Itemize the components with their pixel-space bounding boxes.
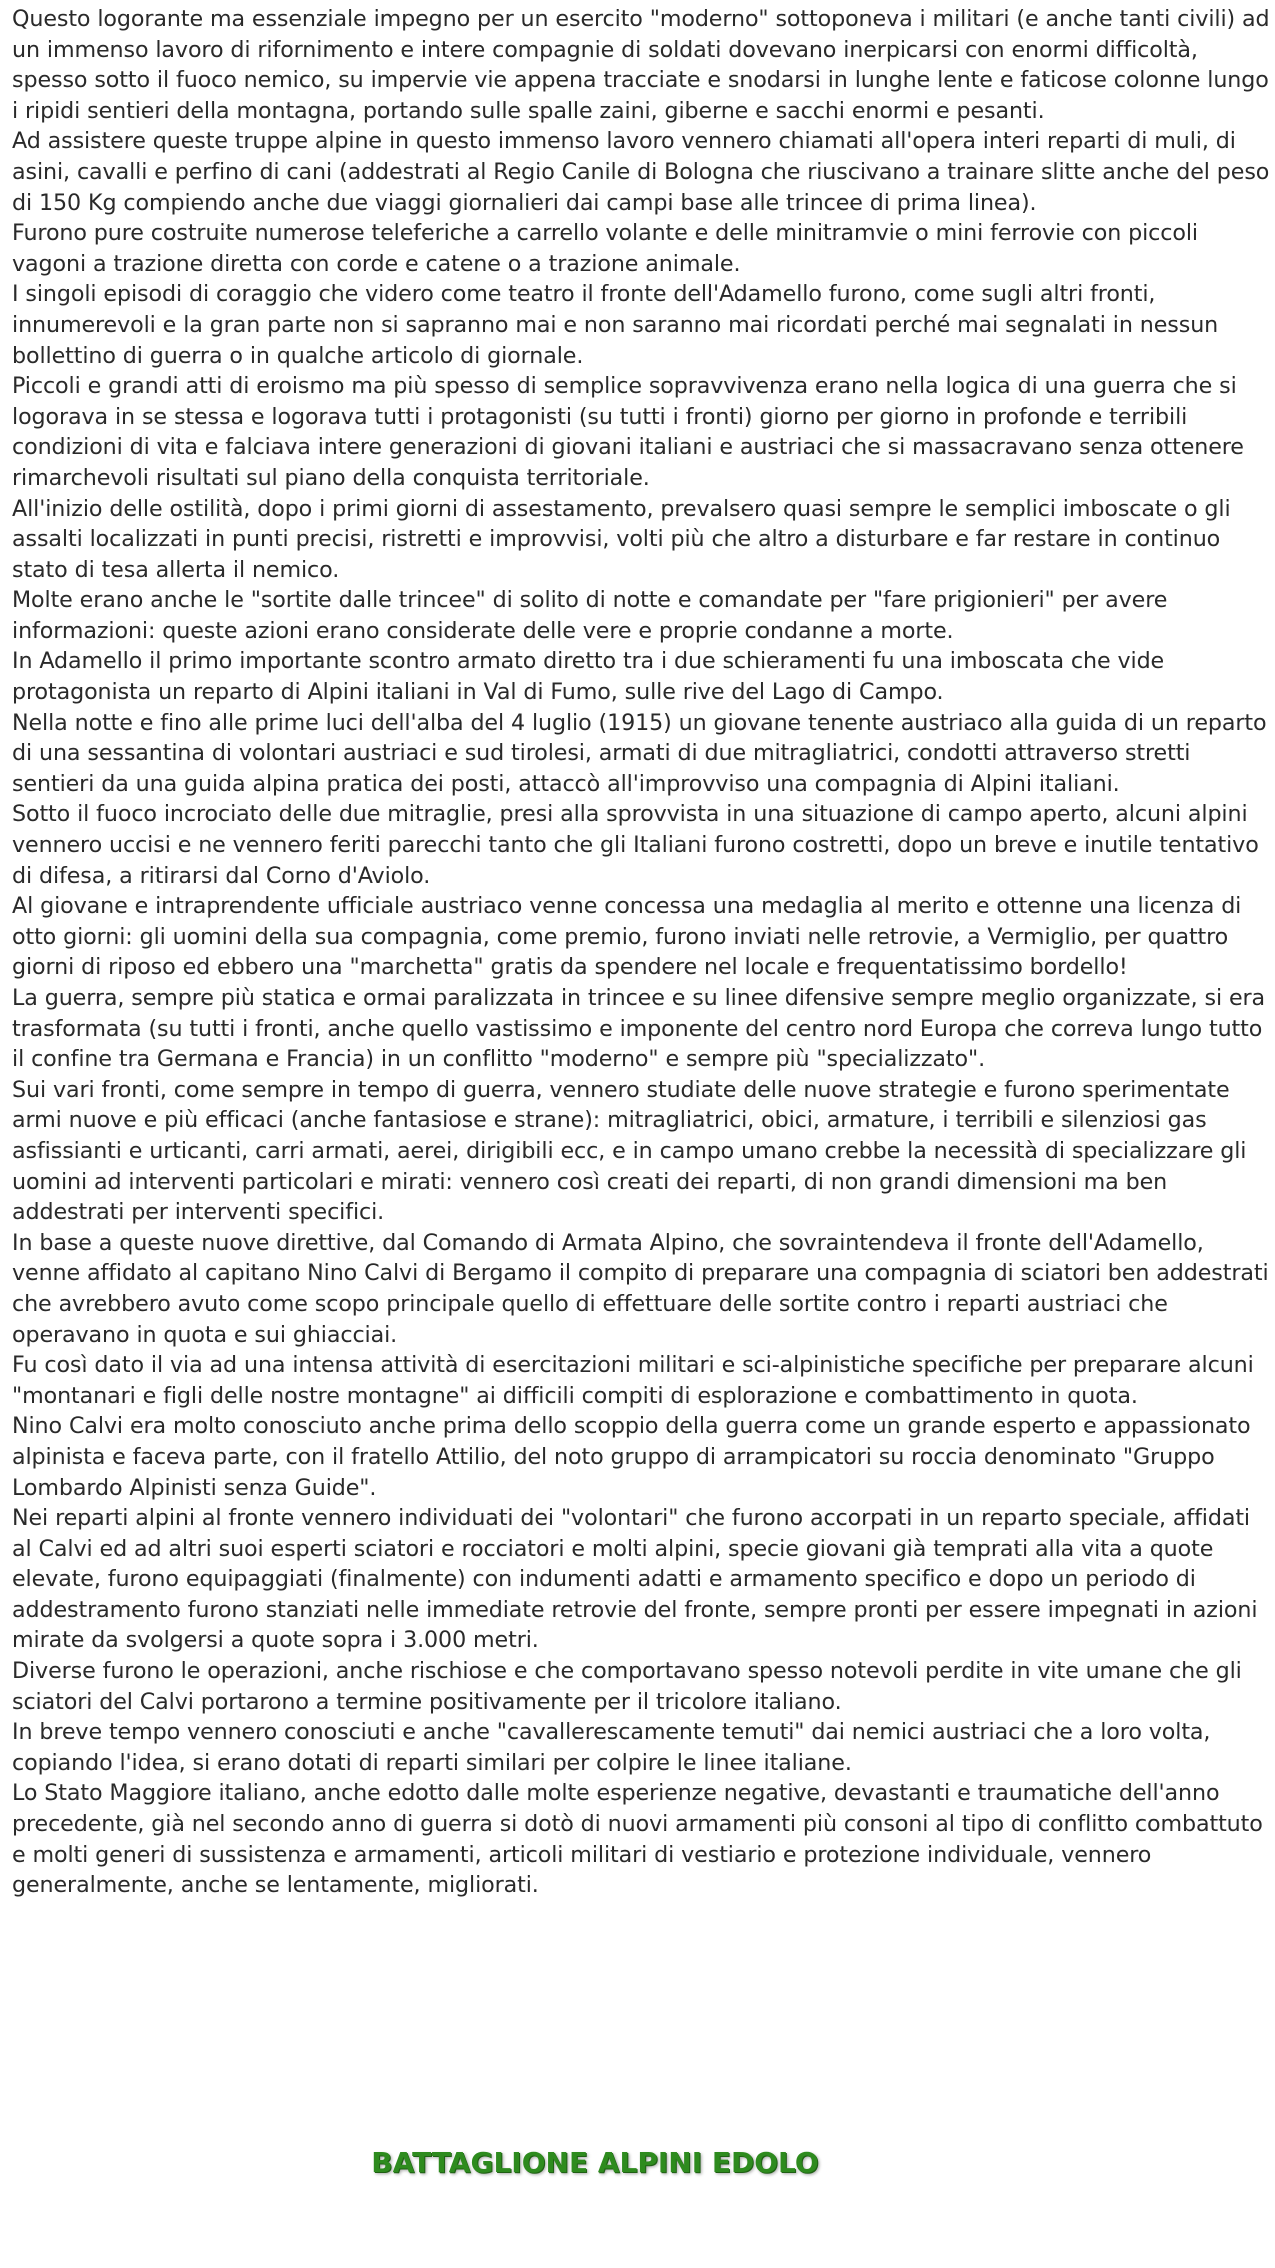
paragraph: In base a queste nuove direttive, dal Comando di Armata Alpino, che sovraintendeva il fronte dell'Adamello, venne affidato al capitano Nino Calvi di Bergamo il compito di preparare una compagnia di sciatori ben addestrati che avrebbero avuto come scopo principale quello di effettuare delle sortite contro i reparti austriaci che operavano in quota e sui ghiacciai. [12, 1229, 1269, 1348]
paragraph: All'inizio delle ostilità, dopo i primi giorni di assestamento, prevalsero quasi sempre le semplici imboscate o gli assalti localizzati in punti precisi, ristretti e improvvisi, volti più che altro a disturbare e far restare in continuo stato di tesa allerta il nemico. [12, 495, 1231, 583]
paragraph: Piccoli e grandi atti di eroismo ma più spesso di semplice sopravvivenza erano nella logica di una guerra che si logorava in se stessa e logorava tutti i protagonisti (su tutti i fronti) giorno per giorno in profonde e terribili condizioni di vita e falciava intere generazioni di giovani italiani e austriaci che si massacravano senza ottenere rimarchevoli risultati sul piano della conquista territoriale. [12, 373, 1244, 491]
paragraph: Nei reparti alpini al fronte vennero individuati dei "volontari" che furono accorpati in un reparto speciale, affidati al Calvi ed ad altri suoi esperti sciatori e rocciatori e molti alpini, specie giovani già temprati alla vita a quote elevate, furono equipaggiati (finalmente) con indumenti adatti e armamento specifico e dopo un periodo di addestramento furono stanziati nelle immediate retrovie del fronte, sempre pronti per essere impegnati in azioni mirate da svolgersi a quote sopra i 3.000 metri. [12, 1505, 1258, 1654]
paragraph: Molte erano anche le "sortite dalle trincee" di solito di notte e comandate per "fare prigionieri" per avere informazioni: queste azioni erano considerate delle vere e proprie condanne a morte. [12, 587, 1168, 644]
paragraph: Nino Calvi era molto conosciuto anche prima dello scoppio della guerra come un grande esperto e appassionato alpinista e faceva parte, con il fratello Attilio, del noto gruppo di arrampicatori su roccia denominato "Gruppo Lombardo Alpinisti senza Guide". [12, 1413, 1251, 1501]
paragraph: Furono pure costruite numerose teleferiche a carrello volante e delle minitramvie o mini ferrovie con piccoli vagoni a trazione diretta con corde e catene o a trazione animale. [12, 220, 1198, 277]
article-body [12, 4, 1270, 1901]
paragraph: Diverse furono le operazioni, anche rischiose e che comportavano spesso notevoli perdite in vite umane che gli sciatori del Calvi portarono a termine positivamente per il tricolore italiano. [12, 1658, 1242, 1715]
paragraph: Lo Stato Maggiore italiano, anche edotto dalle molte esperienze negative, devastanti e traumatiche dell'anno precedente, già nel secondo anno di guerra si dotò di nuovi armamenti più consoni al tipo di conflitto combattuto e molti generi di sussistenza e armamenti, articoli militari di vestiario e protezione individuale, vennero generalmente, anche se lentamente, migliorati. [12, 1780, 1263, 1899]
paragraph: I singoli episodi di coraggio che videro come teatro il fronte dell'Adamello furono, come sugli altri fronti, innumerevoli e la gran parte non si sapranno mai e non saranno mai ricordati perché mai segnalati in nessun bollettino di guerra o in qualche articolo di giornale. [12, 281, 1219, 369]
paragraph: Questo logorante ma essenziale impegno per un esercito "moderno" sottoponeva i militari (e anche tanti civili) ad un immenso lavoro di rifornimento e intere compagnie di soldati dovevano inerpicarsi con enormi difficoltà, spesso sotto il fuoco nemico, su impervie vie appena tracciate e snodarsi in lunghe lente e faticose colonne lungo i ripidi sentieri della montagna, portando sulle spalle zaini, giberne e sacchi enormi e pesanti. [12, 6, 1270, 124]
paragraph: In breve tempo vennero conosciuti e anche "cavallerescamente temuti" dai nemici austriaci che a loro volta, copiando l'idea, si erano dotati di reparti similari per colpire le linee italiane. [12, 1719, 1211, 1776]
paragraph: Sui vari fronti, come sempre in tempo di guerra, vennero studiate delle nuove strategie e furono sperimentate armi nuove e più efficaci (anche fantasiose e strane): mitragliatrici, obici, armature, i terribili e silenziosi gas asfissianti e urticanti, carri armati, aerei, dirigibili ecc, e in campo umano crebbe la necessità di specializzare gli uomini ad interventi particolari e mirati: vennero così creati dei reparti, di non grandi dimensioni ma ben addestrati per interventi specifici. [12, 1076, 1247, 1226]
paragraph: Fu così dato il via ad una intensa attività di esercitazioni militari e sci-alpinistiche specifiche per preparare alcuni "montanari e figli delle nostre montagne" ai difficili compiti di esplorazione e combattimento in quota. [12, 1352, 1254, 1409]
paragraph: Al giovane e intraprendente ufficiale austriaco venne concessa una medaglia al merito e ottenne una licenza di otto giorni: gli uomini della sua compagnia, come premio, furono inviati nelle retrovie, a Vermiglio, per quattro giorni di riposo ed ebbero una "marchetta" gratis da spendere nel locale e frequentatissimo bordello! [12, 893, 1242, 981]
paragraph: Nella notte e fino alle prime luci dell'alba del 4 luglio (1915) un giovane tenente austriaco alla guida di un reparto di una sessantina di volontari austriaci e sud tirolesi, armati di due mitragliatrici, condotti attraverso stretti sentieri da una guida alpina pratica dei posti, attaccò all'improvviso una compagnia di Alpini italiani. [12, 709, 1267, 797]
paragraph: Ad assistere queste truppe alpine in questo immenso lavoro vennero chiamati all'opera interi reparti di muli, di asini, cavalli e perfino di cani (addestrati al Regio Canile di Bologna che riuscivano a trainare slitte anche del peso di 150 Kg compiendo anche due viaggi giornalieri dai campi base alle trincee di prima linea). [12, 128, 1270, 216]
paragraph: La guerra, sempre più statica e ormai paralizzata in trincee e su linee difensive sempre meglio organizzate, si era trasformata (su tutti i fronti, anche quello vastissimo e imponente del centro nord Europa che correva lungo tutto il confine tra Germana e Francia) in un conflitto "moderno" e sempre più "specializzato". [12, 985, 1266, 1073]
battalion-title-text: BATTAGLIONE ALPINI EDOLO [371, 2146, 819, 2179]
paragraph: In Adamello il primo importante scontro armato diretto tra i due schieramenti fu una imboscata che vide protagonista un reparto di Alpini italiani in Val di Fumo, sulle rive del Lago di Campo. [12, 648, 1165, 706]
battalion-title [0, 2146, 1275, 2179]
paragraph: Sotto il fuoco incrociato delle due mitraglie, presi alla sprovvista in una situazione di campo aperto, alcuni alpini vennero uccisi e ne vennero feriti parecchi tanto che gli Italiani furono costretti, dopo un breve e inutile tentativo di difesa, a ritirarsi dal Corno d'Aviolo. [12, 801, 1259, 889]
